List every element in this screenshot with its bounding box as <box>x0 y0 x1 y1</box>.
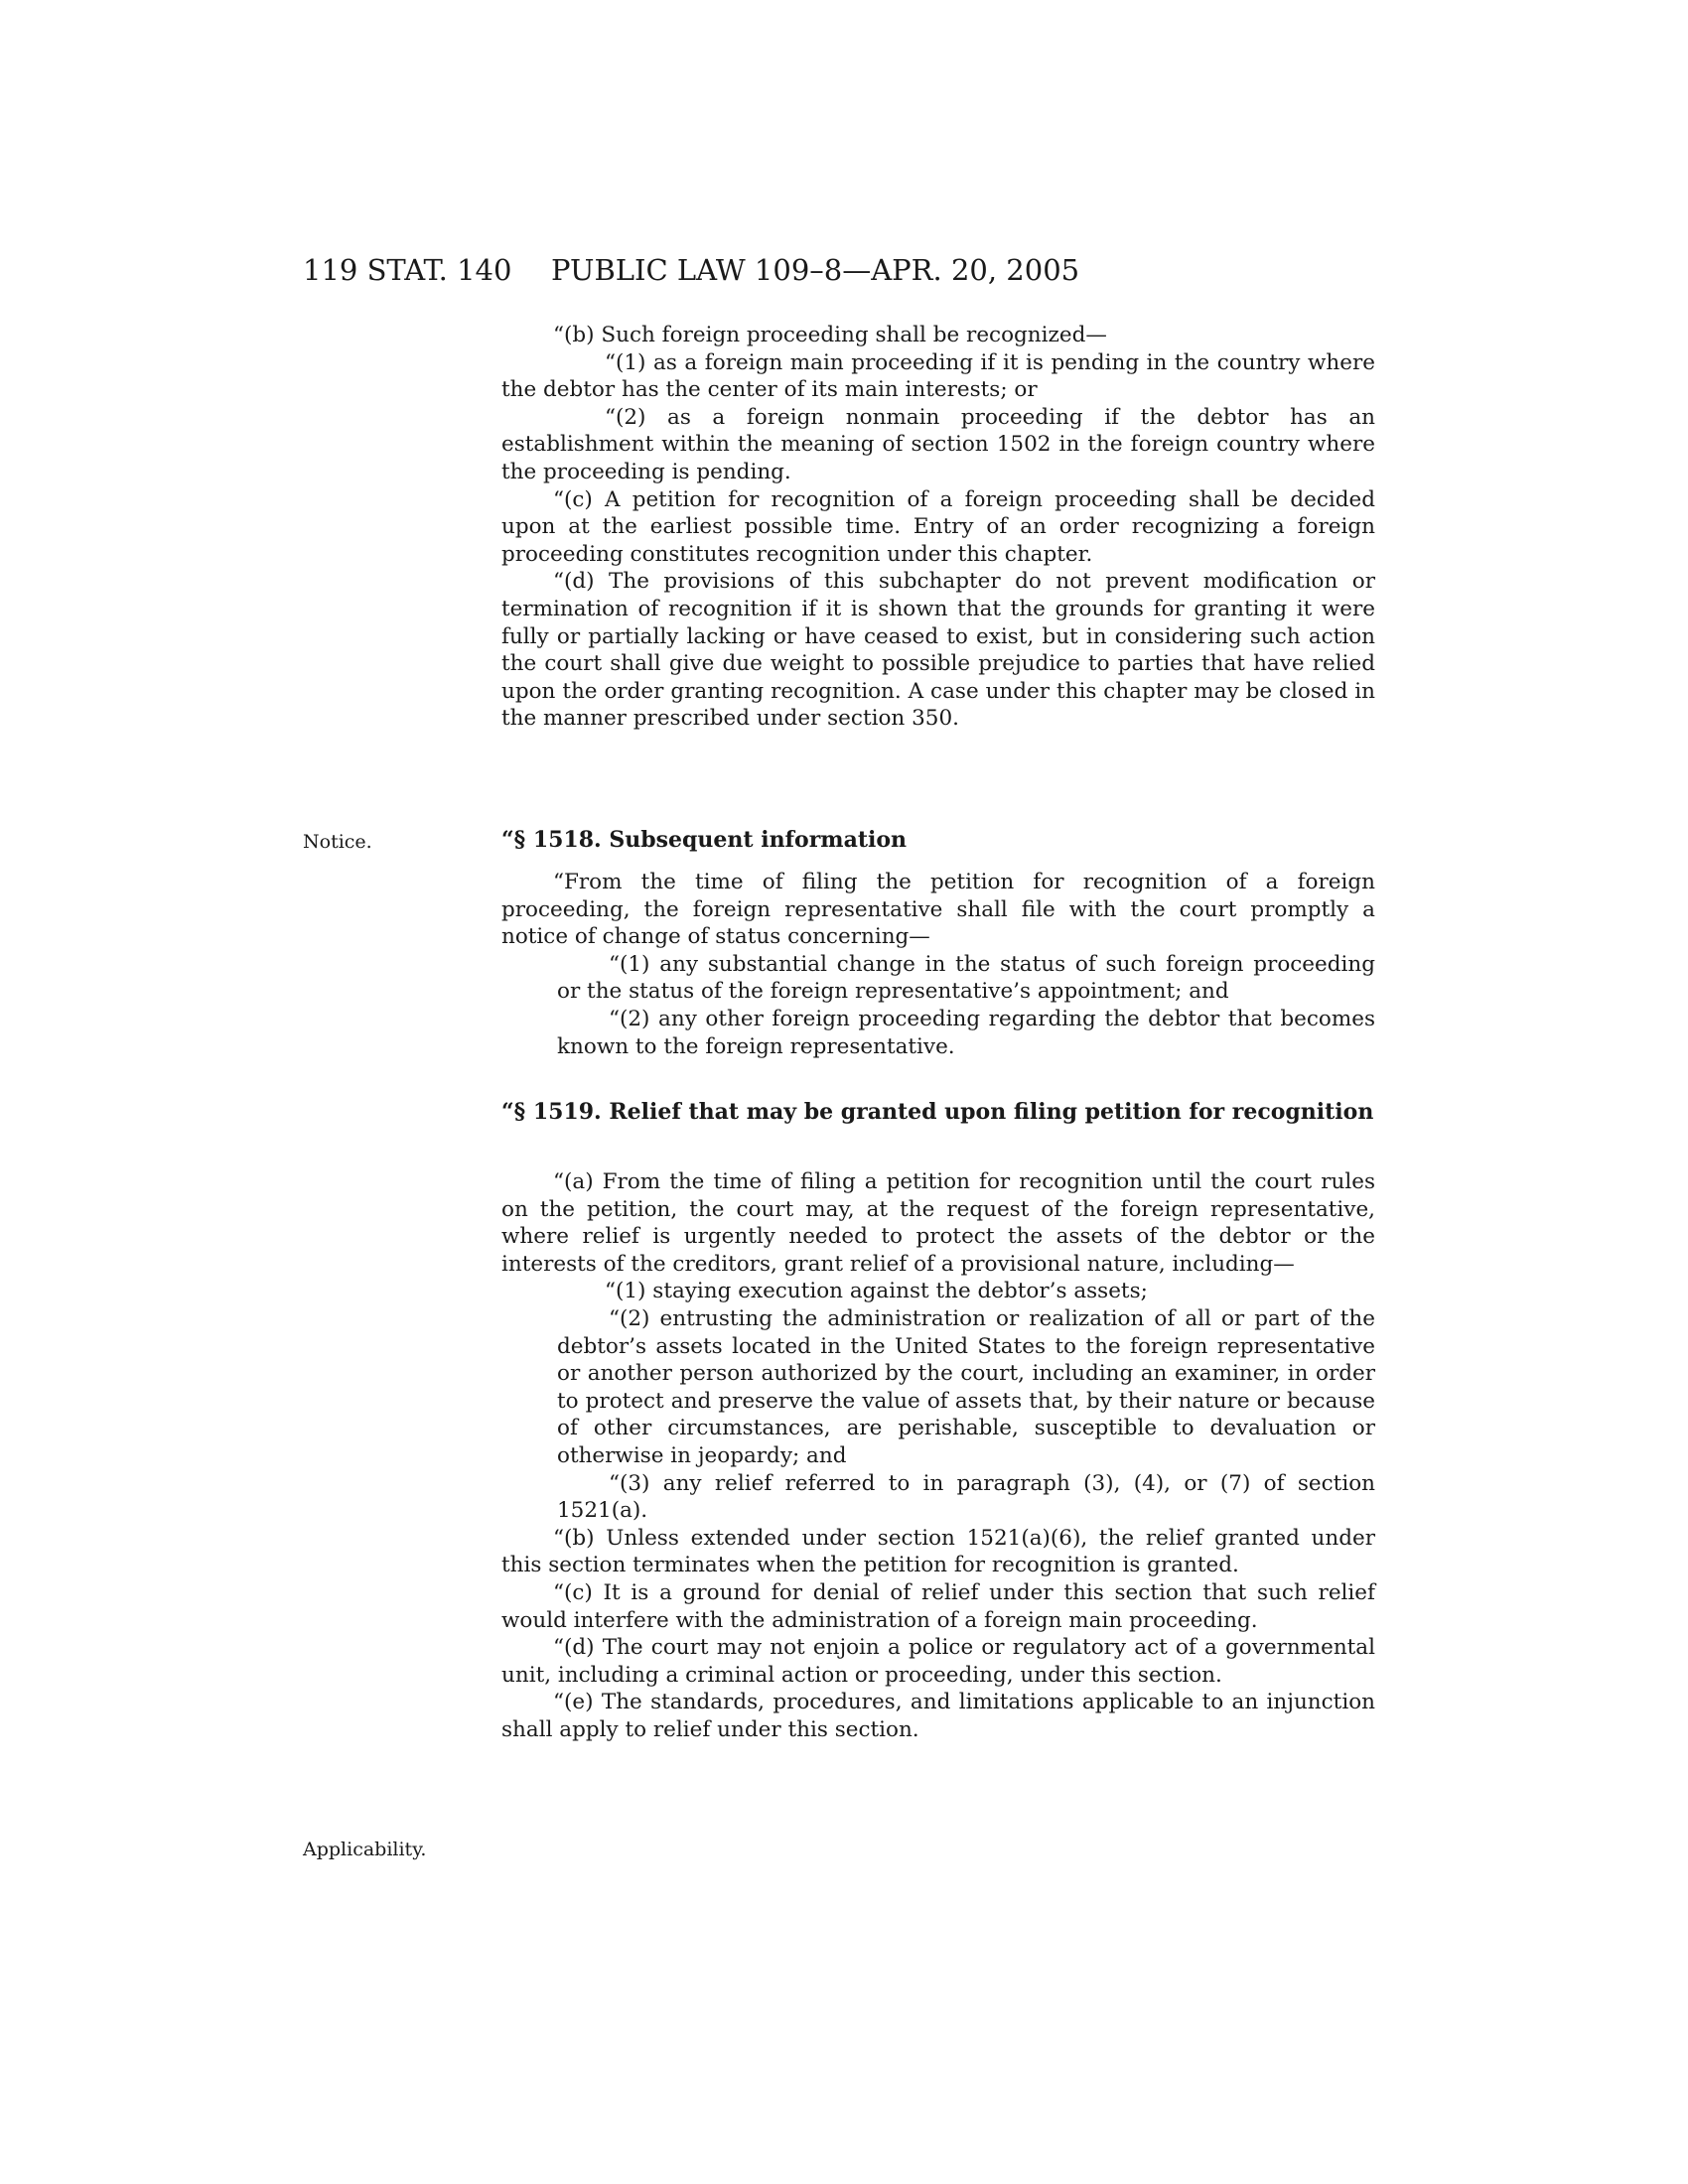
section-1518-body <box>501 869 1375 1060</box>
section-1519-a1: “(1) staying execution against the debtor’s assets; <box>605 1279 1148 1304</box>
section-1519-b: “(b) Unless extended under section 1521(a)(6), the relief granted under this section terminates when the petition for recognition is granted. <box>501 1525 1375 1578</box>
section-1519-e: “(e) The standards, procedures, and limitations applicable to an injunction shall apply to relief under this section. <box>501 1690 1375 1742</box>
margin-note-applicability: Applicability. <box>303 1839 427 1860</box>
section-1518-item-1: “(1) any substantial change in the status of such foreign proceeding or the status of the foreign representative’s appointment; and <box>557 951 1375 1005</box>
paragraph-b2: “(2) as a foreign nonmain proceeding if the debtor has an establishment within the meaning of section 1502 in the foreign country where the proceeding is pending. <box>501 404 1375 484</box>
page-header <box>303 250 1375 290</box>
recognition-subsections <box>501 322 1375 733</box>
paragraph-d: “(d) The provisions of this subchapter do not prevent modification or termination of recognition if it is shown that the grounds for granting it were fully or partially lacking or have ceased to exist, but in considering such action the court shall give due weight to possible prejudice to parties that have relied upon the order granting recognition. A case under this chapter may be closed in the manner prescribed under section 350. <box>501 569 1375 732</box>
section-1519-a3: “(3) any relief referred to in paragraph (3), (4), or (7) of section 1521(a). <box>557 1470 1375 1524</box>
section-1519-d: “(d) The court may not enjoin a police or regulatory act of a governmental unit, including a criminal action or proceeding, under this section. <box>501 1635 1375 1688</box>
section-1519-heading: “§ 1519. Relief that may be granted upon filing petition for recognition <box>501 1099 1374 1125</box>
paragraph-b1: “(1) as a foreign main proceeding if it is pending in the country where the debtor has the center of its main interests; or <box>501 349 1375 403</box>
section-1519-body <box>501 1168 1375 1743</box>
running-head: PUBLIC LAW 109–8—APR. 20, 2005 <box>551 253 1080 287</box>
section-1518-heading: “§ 1518. Subsequent information <box>501 827 908 853</box>
paragraph-b: “(b) Such foreign proceeding shall be recognized— <box>553 323 1107 347</box>
margin-note-notice: Notice. <box>303 831 372 853</box>
section-1519-a2: “(2) entrusting the administration or realization of all or part of the debtor’s assets located in the United States to the foreign representative or another person authorized by the court, including an examiner, in order to protect and preserve the value of assets that, by their nature or because of other circumstances, are perishable, susceptible to devaluation or otherwise in jeopardy; and <box>557 1305 1375 1468</box>
section-1519-a: “(a) From the time of filing a petition for recognition until the court rules on the petition, the court may, at the request of the foreign representative, where relief is urgently needed to protect the assets of the debtor or the interests of the creditors, grant relief of a provisional nature, including— <box>501 1169 1375 1277</box>
section-1519-c: “(c) It is a ground for denial of relief under this section that such relief would interfere with the administration of a foreign main proceeding. <box>501 1579 1375 1633</box>
section-1518-intro: “From the time of filing the petition for recognition of a foreign proceeding, the foreign representative shall file with the court promptly a notice of change of status concerning— <box>501 870 1375 950</box>
statute-page-reference: 119 STAT. 140 <box>303 253 512 287</box>
section-1518-item-2: “(2) any other foreign proceeding regarding the debtor that becomes known to the foreign representative. <box>557 1006 1375 1059</box>
paragraph-c: “(c) A petition for recognition of a foreign proceeding shall be decided upon at the earliest possible time. Entry of an order recognizing a foreign proceeding constitutes recognition under this chapter. <box>501 486 1375 567</box>
